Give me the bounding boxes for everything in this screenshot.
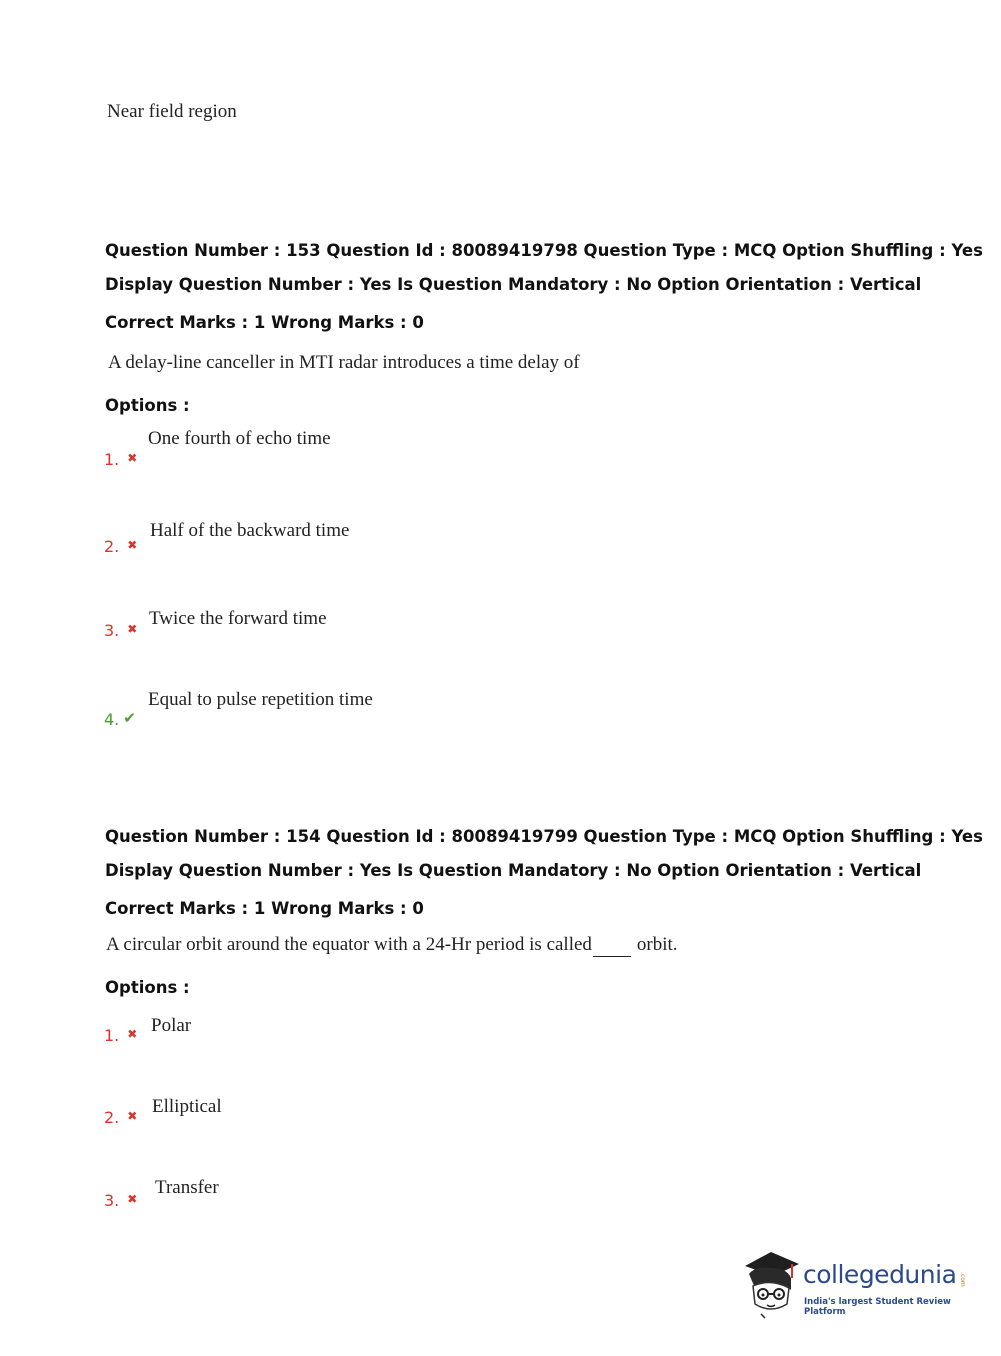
logo-tagline: India's largest Student Review Platform xyxy=(804,1297,951,1317)
cross-icon: ✖ xyxy=(127,451,138,465)
question-meta-line-1: Question Number : 154 Question Id : 80089419799 Question Type : MCQ Option Shuffling : Yes xyxy=(105,827,983,846)
logo-name: collegedunia xyxy=(803,1260,957,1289)
option-number: 3. ✖ xyxy=(104,1191,138,1210)
option-text: Elliptical xyxy=(152,1096,222,1117)
fill-in-blank xyxy=(593,934,631,957)
previous-option-text: Near field region xyxy=(107,101,237,122)
option-text: Polar xyxy=(151,1015,192,1036)
cross-icon: ✖ xyxy=(127,1192,138,1206)
cross-icon: ✖ xyxy=(127,538,138,552)
options-label: Options : xyxy=(105,978,190,997)
question-marks: Correct Marks : 1 Wrong Marks : 0 xyxy=(105,899,424,918)
option-text: Transfer xyxy=(155,1177,219,1198)
option-number: 1. ✖ xyxy=(104,450,138,469)
logo-domain-suffix: .com xyxy=(959,1272,966,1287)
question-meta-line-2: Display Question Number : Yes Is Question Mandatory : No Option Orientation : Vertical xyxy=(105,861,922,880)
cross-icon: ✖ xyxy=(127,622,138,636)
question-text: A circular orbit around the equator with a 24-Hr period is called orbit. xyxy=(106,934,678,955)
option-text: One fourth of echo time xyxy=(148,428,331,449)
question-meta-line-1: Question Number : 153 Question Id : 80089419798 Question Type : MCQ Option Shuffling : Yes xyxy=(105,241,983,260)
cross-icon: ✖ xyxy=(127,1027,138,1041)
collegedunia-logo xyxy=(741,1248,971,1320)
option-number: 2. ✖ xyxy=(104,537,138,556)
options-label: Options : xyxy=(105,396,190,415)
option-text: Twice the forward time xyxy=(149,608,327,629)
option-number: 4. ✔ xyxy=(104,709,136,729)
question-marks: Correct Marks : 1 Wrong Marks : 0 xyxy=(105,313,424,332)
option-text: Half of the backward time xyxy=(150,520,350,541)
option-number: 2. ✖ xyxy=(104,1108,138,1127)
option-number: 3. ✖ xyxy=(104,621,138,640)
cross-icon: ✖ xyxy=(127,1109,138,1123)
mascot-icon xyxy=(741,1248,803,1320)
check-icon: ✔ xyxy=(123,709,136,727)
question-meta-line-2: Display Question Number : Yes Is Question Mandatory : No Option Orientation : Vertical xyxy=(105,275,922,294)
option-number: 1. ✖ xyxy=(104,1026,138,1045)
option-text: Equal to pulse repetition time xyxy=(148,689,373,710)
question-text: A delay-line canceller in MTI radar introduces a time delay of xyxy=(108,352,580,373)
